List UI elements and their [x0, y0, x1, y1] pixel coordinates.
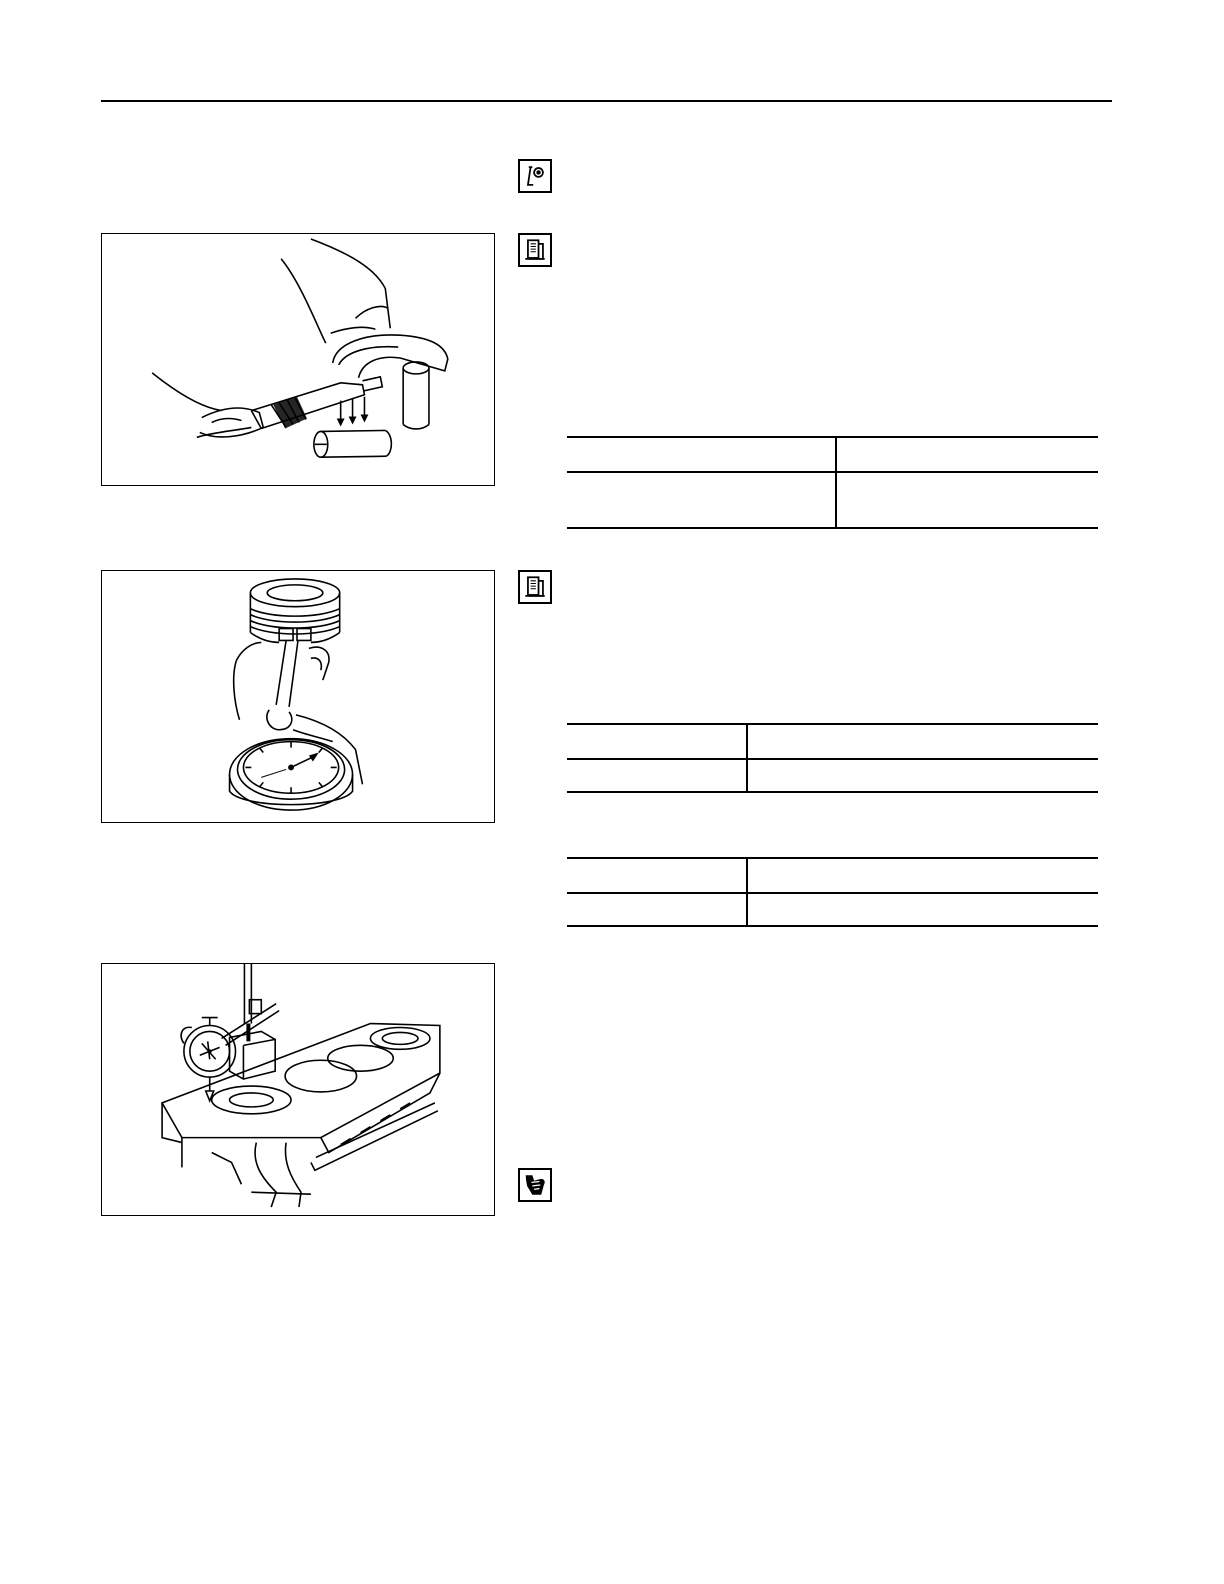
cylinder-block-dial-indicator-illustration	[101, 963, 495, 1216]
hand-icon	[518, 1168, 552, 1202]
measure-icon	[518, 570, 552, 604]
spec-table-1	[567, 436, 1098, 529]
piston-pin-dial-gauge-illustration	[101, 570, 495, 823]
header-rule	[101, 100, 1112, 102]
spec-table-3	[567, 857, 1098, 927]
micrometer-illustration	[101, 233, 495, 486]
spec-table-2	[567, 723, 1098, 793]
inspection-icon	[518, 159, 552, 193]
measure-icon	[518, 233, 552, 267]
